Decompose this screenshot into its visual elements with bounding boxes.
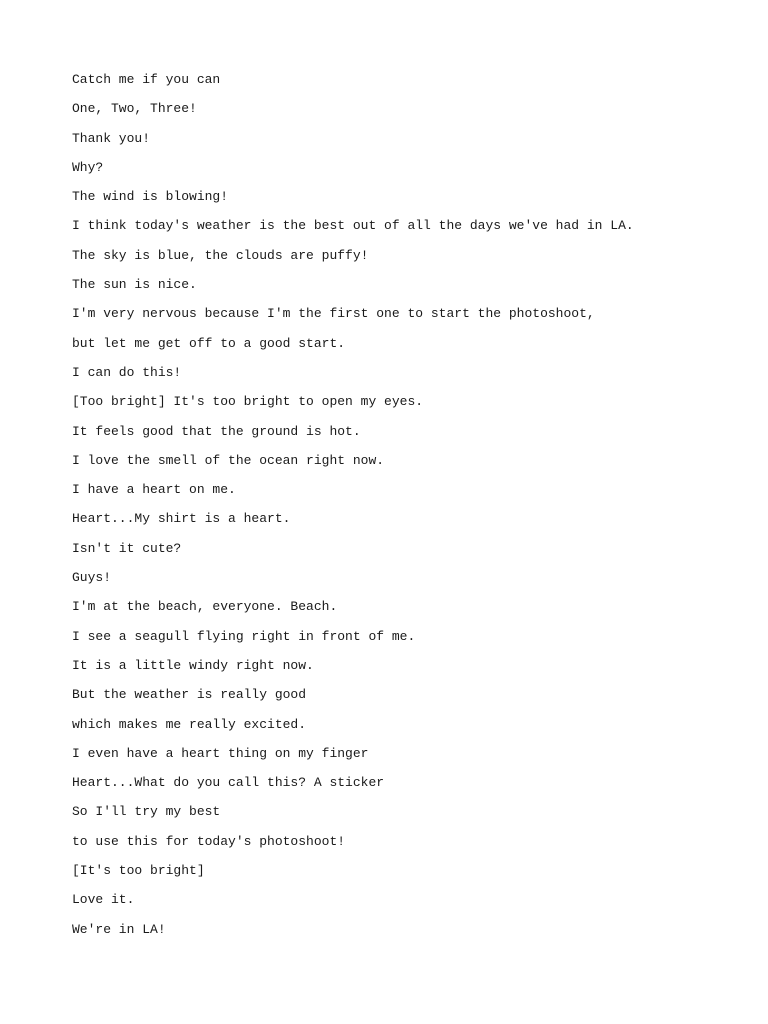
transcript-lines (72, 71, 752, 950)
transcript-line: One, Two, Three! (72, 101, 197, 117)
transcript-line: Thank you! (72, 130, 151, 146)
transcript-line: We're in LA! (72, 921, 166, 937)
transcript-line: I even have a heart thing on my finger (72, 745, 369, 761)
transcript-line: I'm very nervous because I'm the first one to start the photoshoot, (72, 306, 595, 322)
transcript-line: Heart...My shirt is a heart. (72, 511, 291, 527)
transcript-line: Guys! (72, 570, 112, 586)
transcript-line: Love it. (72, 892, 135, 908)
transcript-line: to use this for today's photoshoot! (72, 833, 346, 849)
transcript-line: [It's too bright] (72, 863, 205, 879)
transcript-line: but let me get off to a good start. (72, 335, 346, 351)
transcript-line: I'm at the beach, everyone. Beach. (72, 599, 338, 615)
transcript-line: It feels good that the ground is hot. (72, 423, 361, 439)
transcript-line: Isn't it cute? (72, 540, 182, 556)
transcript-line: It is a little windy right now. (72, 657, 314, 673)
transcript-line: The wind is blowing! (72, 189, 229, 205)
transcript-line: So I'll try my best (72, 804, 221, 820)
transcript-line: I think today's weather is the best out of all the days we've had in LA. (72, 218, 634, 234)
transcript-line: Why? (72, 159, 104, 175)
transcript-line: The sun is nice. (72, 277, 197, 293)
transcript-line: The sky is blue, the clouds are puffy! (72, 247, 369, 263)
transcript-line: Catch me if you can (72, 72, 221, 87)
transcript-line: But the weather is really good (72, 687, 307, 703)
transcript-line: I can do this! (72, 364, 182, 380)
transcript-line: I see a seagull flying right in front of me. (72, 628, 416, 644)
transcript-line: Heart...What do you call this? A sticker (72, 775, 385, 791)
transcript-line: [Too bright] It's too bright to open my eyes. (72, 394, 424, 410)
transcript-line: I have a heart on me. (72, 482, 236, 498)
transcript-line: I love the smell of the ocean right now. (72, 452, 385, 468)
transcript-line: which makes me really excited. (72, 716, 307, 732)
